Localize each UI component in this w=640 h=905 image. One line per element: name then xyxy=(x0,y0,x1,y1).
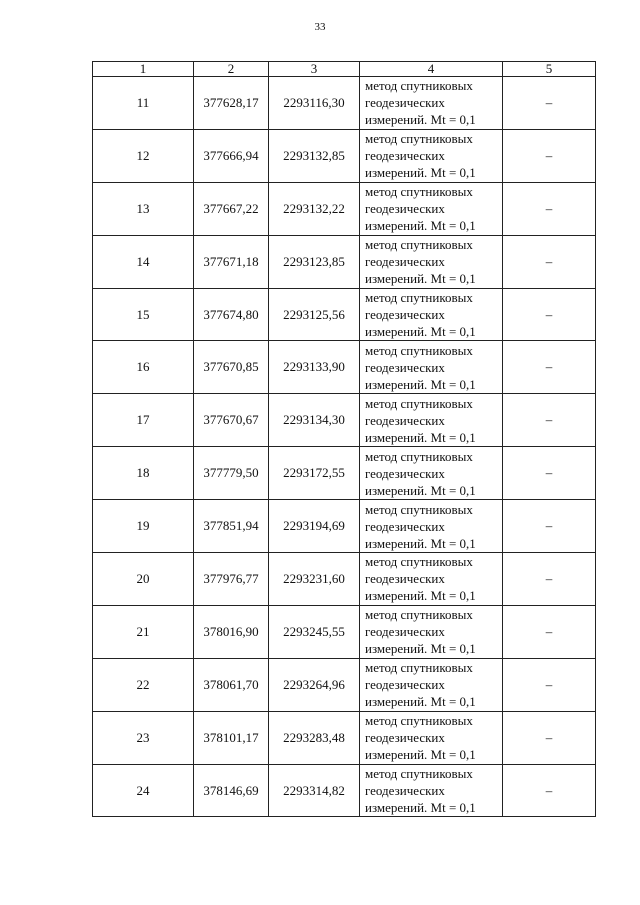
method-text-line: измерений. Mt = 0,1 xyxy=(365,641,476,657)
method-cell xyxy=(360,288,503,341)
method-cell xyxy=(360,77,503,130)
x-coordinate-cell: 378101,17 xyxy=(194,711,269,764)
method-text-line: измерений. Mt = 0,1 xyxy=(365,535,476,551)
y-coordinate-cell: 2293132,22 xyxy=(269,182,360,235)
method-text-line: измерений. Mt = 0,1 xyxy=(365,588,476,604)
column-header: 4 xyxy=(360,62,503,77)
y-coordinate-cell: 2293264,96 xyxy=(269,658,360,711)
method-text-line: измерений. Mt = 0,1 xyxy=(365,376,476,392)
method-text-line: геодезических xyxy=(365,783,445,799)
point-number-cell: 13 xyxy=(93,182,194,235)
method-cell xyxy=(360,605,503,658)
x-coordinate-cell: 378146,69 xyxy=(194,764,269,817)
coordinates-table xyxy=(92,61,596,817)
description-cell: – xyxy=(503,447,596,500)
page-number: 33 xyxy=(314,21,326,33)
method-text-line: метод спутниковых xyxy=(365,395,473,411)
method-text-line: геодезических xyxy=(365,254,445,270)
method-text-line: измерений. Mt = 0,1 xyxy=(365,271,476,287)
point-number-cell: 21 xyxy=(93,605,194,658)
column-header: 3 xyxy=(269,62,360,77)
table-row xyxy=(93,394,596,447)
y-coordinate-cell: 2293123,85 xyxy=(269,235,360,288)
method-text-line: метод спутниковых xyxy=(365,766,473,782)
description-cell: – xyxy=(503,553,596,606)
table-row xyxy=(93,341,596,394)
method-cell xyxy=(360,500,503,553)
point-number-cell: 18 xyxy=(93,447,194,500)
method-cell xyxy=(360,182,503,235)
description-cell: – xyxy=(503,394,596,447)
x-coordinate-cell: 377851,94 xyxy=(194,500,269,553)
table-header-row xyxy=(93,62,596,77)
method-text-line: геодезических xyxy=(365,730,445,746)
method-text-line: измерений. Mt = 0,1 xyxy=(365,112,476,128)
method-text-line: геодезических xyxy=(365,412,445,428)
description-cell: – xyxy=(503,605,596,658)
description-cell: – xyxy=(503,500,596,553)
y-coordinate-cell: 2293283,48 xyxy=(269,711,360,764)
point-number-cell: 24 xyxy=(93,764,194,817)
method-text-line: метод спутниковых xyxy=(365,660,473,676)
method-text-line: геодезических xyxy=(365,359,445,375)
method-cell xyxy=(360,394,503,447)
table-row xyxy=(93,764,596,817)
x-coordinate-cell: 377671,18 xyxy=(194,235,269,288)
method-text-line: метод спутниковых xyxy=(365,607,473,623)
point-number-cell: 22 xyxy=(93,658,194,711)
method-text-line: измерений. Mt = 0,1 xyxy=(365,165,476,181)
description-cell: – xyxy=(503,711,596,764)
description-cell: – xyxy=(503,235,596,288)
method-text-line: геодезических xyxy=(365,571,445,587)
table-row xyxy=(93,182,596,235)
method-text-line: измерений. Mt = 0,1 xyxy=(365,800,476,816)
method-text-line: измерений. Mt = 0,1 xyxy=(365,694,476,710)
method-text-line: геодезических xyxy=(365,307,445,322)
method-text-line: геодезических xyxy=(365,518,445,534)
description-cell: – xyxy=(503,77,596,130)
y-coordinate-cell: 2293245,55 xyxy=(269,605,360,658)
description-cell: – xyxy=(503,341,596,394)
method-text-line: метод спутниковых xyxy=(365,131,473,147)
description-cell: – xyxy=(503,658,596,711)
y-coordinate-cell: 2293125,56 xyxy=(269,288,360,341)
description-cell: – xyxy=(503,129,596,182)
method-text-line: метод спутниковых xyxy=(365,184,473,200)
method-text-line: метод спутниковых xyxy=(365,237,473,253)
table-row xyxy=(93,129,596,182)
method-text-line: геодезических xyxy=(365,148,445,164)
table-row xyxy=(93,77,596,130)
method-cell xyxy=(360,341,503,394)
description-cell: – xyxy=(503,182,596,235)
table-row xyxy=(93,605,596,658)
method-cell xyxy=(360,658,503,711)
y-coordinate-cell: 2293314,82 xyxy=(269,764,360,817)
point-number-cell: 11 xyxy=(93,77,194,130)
description-cell: – xyxy=(503,288,596,341)
y-coordinate-cell: 2293133,90 xyxy=(269,341,360,394)
method-text-line: метод спутниковых xyxy=(365,554,473,570)
method-cell xyxy=(360,129,503,182)
point-number-cell: 12 xyxy=(93,129,194,182)
description-cell: – xyxy=(503,764,596,817)
method-cell xyxy=(360,553,503,606)
x-coordinate-cell: 377628,17 xyxy=(194,77,269,130)
x-coordinate-cell: 377674,80 xyxy=(194,288,269,341)
x-coordinate-cell: 377670,67 xyxy=(194,394,269,447)
x-coordinate-cell: 378061,70 xyxy=(194,658,269,711)
method-text-line: метод спутниковых xyxy=(365,501,473,517)
method-text-line: измерений. Mt = 0,1 xyxy=(365,324,476,339)
x-coordinate-cell: 377779,50 xyxy=(194,447,269,500)
method-text-line: геодезических xyxy=(365,95,445,111)
method-cell xyxy=(360,711,503,764)
method-text-line: метод спутниковых xyxy=(365,342,473,358)
method-cell xyxy=(360,235,503,288)
y-coordinate-cell: 2293231,60 xyxy=(269,553,360,606)
table-row xyxy=(93,711,596,764)
table-row xyxy=(93,235,596,288)
method-text-line: метод спутниковых xyxy=(365,290,473,305)
x-coordinate-cell: 377976,77 xyxy=(194,553,269,606)
column-header: 2 xyxy=(194,62,269,77)
table-row xyxy=(93,288,596,341)
column-header: 1 xyxy=(93,62,194,77)
table-body xyxy=(93,77,596,817)
table-row xyxy=(93,500,596,553)
method-text-line: геодезических xyxy=(365,677,445,693)
x-coordinate-cell: 377667,22 xyxy=(194,182,269,235)
point-number-cell: 20 xyxy=(93,553,194,606)
method-text-line: измерений. Mt = 0,1 xyxy=(365,429,476,445)
y-coordinate-cell: 2293134,30 xyxy=(269,394,360,447)
method-cell xyxy=(360,447,503,500)
point-number-cell: 16 xyxy=(93,341,194,394)
point-number-cell: 15 xyxy=(93,288,194,341)
method-text-line: геодезических xyxy=(365,201,445,217)
method-cell xyxy=(360,764,503,817)
method-text-line: метод спутниковых xyxy=(365,448,473,464)
method-text-line: метод спутниковых xyxy=(365,78,473,94)
table-row xyxy=(93,447,596,500)
y-coordinate-cell: 2293172,55 xyxy=(269,447,360,500)
y-coordinate-cell: 2293116,30 xyxy=(269,77,360,130)
table-row xyxy=(93,658,596,711)
method-text-line: измерений. Mt = 0,1 xyxy=(365,218,476,234)
point-number-cell: 17 xyxy=(93,394,194,447)
column-header: 5 xyxy=(503,62,596,77)
x-coordinate-cell: 377666,94 xyxy=(194,129,269,182)
method-text-line: геодезических xyxy=(365,465,445,481)
x-coordinate-cell: 377670,85 xyxy=(194,341,269,394)
point-number-cell: 23 xyxy=(93,711,194,764)
method-text-line: измерений. Mt = 0,1 xyxy=(365,482,476,498)
point-number-cell: 14 xyxy=(93,235,194,288)
table-row xyxy=(93,553,596,606)
y-coordinate-cell: 2293132,85 xyxy=(269,129,360,182)
method-text-line: метод спутниковых xyxy=(365,713,473,729)
x-coordinate-cell: 378016,90 xyxy=(194,605,269,658)
point-number-cell: 19 xyxy=(93,500,194,553)
method-text-line: геодезических xyxy=(365,624,445,640)
y-coordinate-cell: 2293194,69 xyxy=(269,500,360,553)
method-text-line: измерений. Mt = 0,1 xyxy=(365,747,476,763)
